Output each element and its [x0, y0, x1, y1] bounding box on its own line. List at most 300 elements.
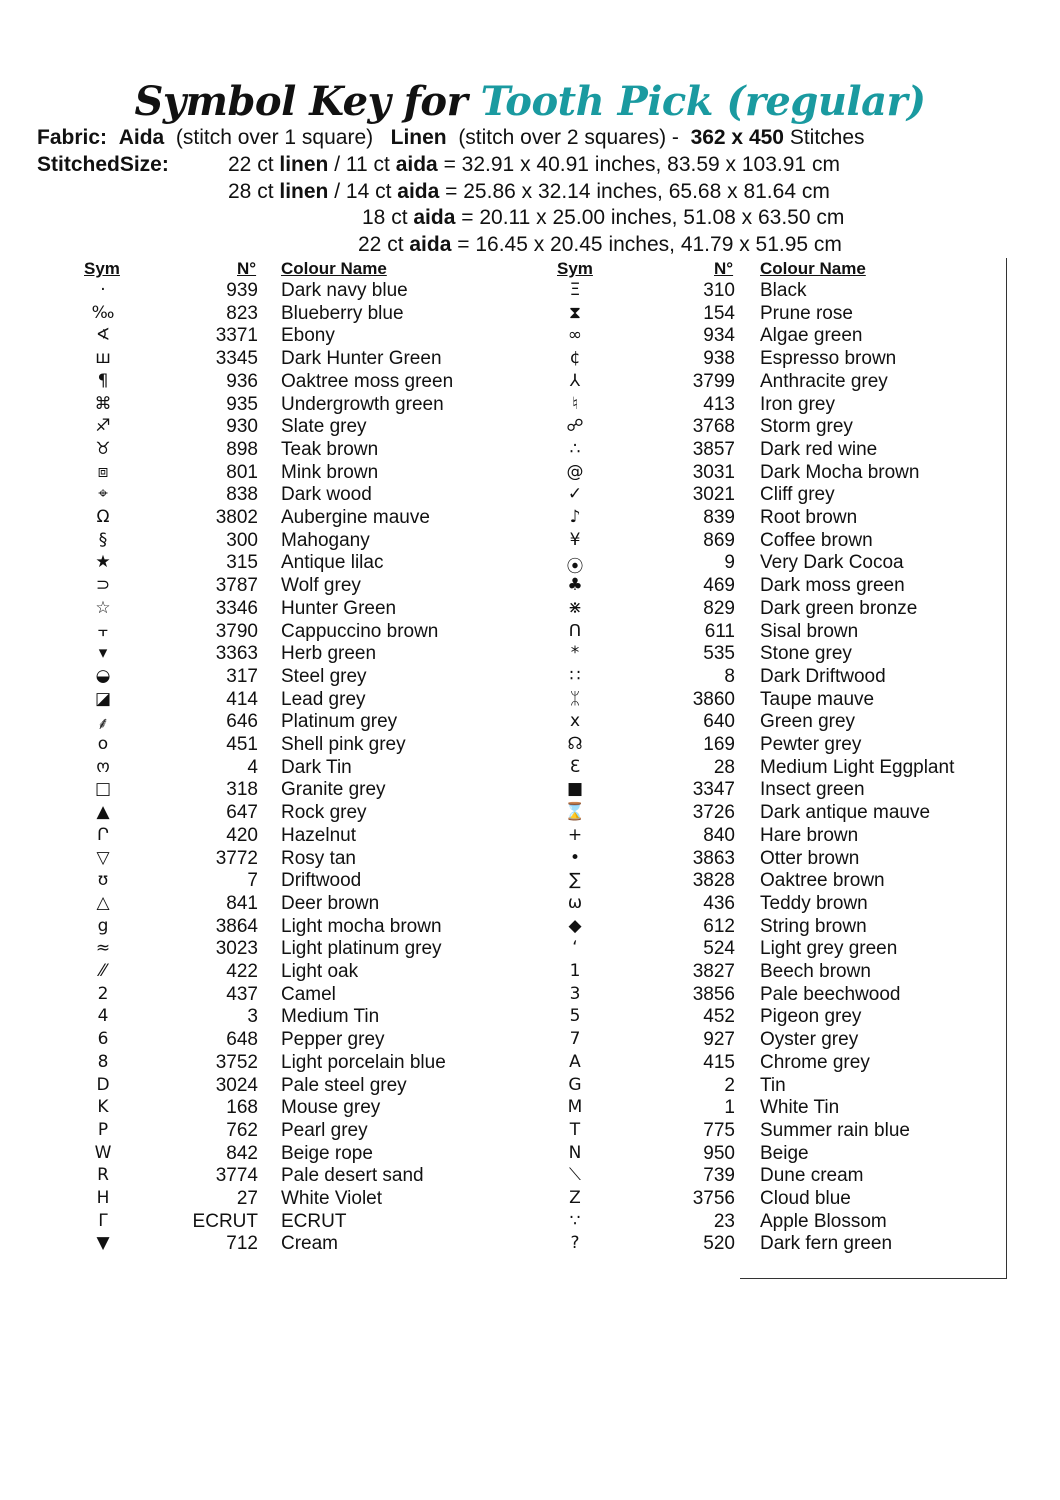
symbol-glyph: 2 [97, 983, 109, 1004]
floss-number: 801 [226, 461, 258, 483]
symbol-glyph: G [568, 1074, 582, 1095]
colour-name: Rock grey [281, 802, 367, 824]
count-ct: 22 ct [228, 153, 280, 176]
symbol-glyph: ◆ [568, 915, 582, 936]
floss-number: 452 [703, 1006, 735, 1028]
colour-name: Oaktree moss green [281, 370, 454, 392]
fabric-label: Fabric: [37, 126, 108, 149]
stitch-count-label: Stitches [789, 126, 865, 149]
floss-number: 3023 [215, 938, 258, 960]
symbol-glyph: ⁄⁄ [100, 961, 106, 981]
floss-number: 3024 [215, 1074, 258, 1096]
colour-name: Dark Driftwood [760, 665, 886, 687]
floss-number: 318 [226, 779, 258, 801]
colour-name: Dark Mocha brown [760, 461, 920, 483]
colour-name: Sisal brown [760, 620, 859, 642]
floss-number: 840 [703, 824, 735, 846]
floss-number: 3774 [215, 1165, 258, 1187]
floss-number: 8 [724, 665, 735, 687]
colour-name: Dark fern green [760, 1233, 893, 1255]
floss-number: 3363 [215, 643, 258, 665]
colour-name: Insect green [760, 779, 865, 801]
symbol-glyph: 3 [569, 983, 581, 1004]
colour-name: Pearl grey [281, 1119, 368, 1141]
symbol-glyph: ⦿ [566, 557, 584, 578]
colour-name: White Violet [281, 1188, 383, 1209]
floss-number: 839 [703, 507, 735, 528]
floss-number: 612 [703, 915, 735, 937]
colour-name: Pewter grey [760, 734, 862, 755]
symbol-glyph: 4 [97, 1006, 109, 1027]
symbol-glyph: ш [95, 348, 111, 369]
floss-number: 3802 [215, 507, 258, 528]
symbol-glyph: ⧗ [569, 302, 581, 323]
symbol-glyph: D [96, 1074, 110, 1095]
separator: / [328, 153, 346, 176]
left-sym-header: Sym [84, 259, 120, 278]
floss-number: 28 [713, 756, 735, 778]
fabric-linen-note: (stitch over 2 squares) - [458, 126, 679, 149]
colour-name: Anthracite grey [760, 370, 888, 392]
colour-name: Antique lilac [281, 552, 384, 574]
stitched-size-line [358, 233, 842, 257]
left-num-header: N° [237, 259, 257, 278]
floss-number: 938 [703, 348, 735, 370]
floss-number: 168 [226, 1097, 258, 1119]
floss-number: 775 [703, 1119, 735, 1141]
colour-name: Cloud blue [760, 1188, 851, 1209]
symbol-glyph: ∷ [569, 665, 581, 686]
symbol-glyph: ◒ [95, 665, 111, 686]
floss-number: 300 [226, 529, 258, 551]
floss-number: 927 [703, 1029, 735, 1051]
colour-name: Beech brown [760, 961, 871, 982]
floss-number: 3856 [692, 983, 735, 1005]
symbol-glyph: ʊ [97, 870, 109, 891]
floss-number: 869 [703, 529, 735, 551]
floss-number: 3827 [692, 961, 735, 982]
symbol-glyph: Z [569, 1188, 581, 1208]
colour-name: Pale beechwood [760, 983, 901, 1005]
colour-name: Light grey green [760, 938, 898, 960]
floss-number: 23 [713, 1210, 735, 1232]
colour-name: Medium Tin [281, 1006, 380, 1028]
colour-name: Platinum grey [281, 711, 398, 733]
symbol-glyph: ⫟ [97, 620, 109, 641]
floss-number: 898 [226, 438, 258, 460]
fabric-word: linen [279, 180, 329, 203]
floss-number: 415 [703, 1051, 735, 1073]
floss-number: 3371 [215, 325, 258, 347]
symbol-glyph: ☆ [95, 597, 111, 618]
floss-number: 3 [247, 1006, 258, 1028]
right-name-header: Colour Name [760, 259, 866, 278]
floss-number: 422 [226, 961, 258, 982]
floss-number: 3021 [692, 484, 735, 506]
floss-number: 3864 [215, 915, 258, 937]
count-ct: 18 ct [362, 206, 414, 229]
colour-name: Dark antique mauve [760, 802, 931, 824]
symbol-glyph: ᛯ [569, 688, 581, 709]
colour-name: Slate grey [281, 416, 367, 438]
symbol-glyph: ♣ [567, 575, 583, 596]
fabric-word: aida [413, 206, 456, 229]
symbol-glyph: R [97, 1165, 109, 1186]
colour-name: Mouse grey [281, 1097, 381, 1119]
dimensions: = 25.86 x 32.14 inches, 65.68 x 81.64 cm [439, 180, 830, 203]
stitch-count: 362 x 450 [690, 126, 784, 149]
colour-name: Teak brown [281, 438, 379, 460]
stitched-size-line [228, 153, 840, 177]
colour-name: Dark wood [281, 484, 372, 506]
symbol-glyph: W [94, 1142, 112, 1163]
separator: / [328, 180, 346, 203]
symbol-glyph: ▽ [96, 847, 110, 868]
count-ct: 28 ct [228, 180, 280, 203]
symbol-glyph: ⊃ [95, 575, 111, 596]
colour-name: Cappuccino brown [281, 620, 439, 642]
symbol-glyph: ʻ [572, 938, 578, 959]
symbol-glyph: ≈ [95, 938, 111, 959]
colour-name: Herb green [281, 643, 377, 665]
floss-number: 451 [226, 734, 258, 755]
floss-number: ECRUT [192, 1210, 258, 1232]
floss-number: 838 [226, 484, 258, 506]
floss-number: 4 [247, 756, 258, 778]
symbol-glyph: ∵ [569, 1210, 581, 1231]
colour-name: Storm grey [760, 416, 853, 438]
floss-number: 520 [703, 1233, 735, 1255]
colour-name: Very Dark Cocoa [760, 552, 904, 574]
symbol-glyph: • [569, 847, 581, 868]
colour-name: Taupe mauve [760, 688, 875, 710]
symbol-glyph: ∴ [569, 438, 581, 459]
symbol-glyph: A [569, 1051, 581, 1072]
pattern-name: Tooth Pick (regular) [480, 78, 926, 125]
floss-number: 611 [704, 620, 735, 642]
symbol-glyph: Ω [96, 507, 110, 527]
colour-name: Dark red wine [760, 438, 878, 460]
floss-number: 647 [226, 802, 258, 824]
symbol-glyph: Γ [98, 1210, 108, 1231]
colour-name: White Tin [760, 1097, 840, 1119]
colour-name: Shell pink grey [281, 734, 406, 755]
floss-number: 420 [226, 824, 258, 846]
floss-number: 842 [226, 1142, 258, 1164]
floss-number: 3346 [215, 597, 258, 619]
symbol-glyph: ω [567, 892, 583, 913]
floss-number: 9 [724, 552, 735, 574]
floss-number: 950 [703, 1142, 735, 1164]
floss-number: 739 [703, 1165, 735, 1187]
colour-name: Light platinum grey [281, 938, 442, 960]
colour-name: Apple Blossom [760, 1210, 887, 1232]
symbol-glyph: △ [96, 892, 110, 913]
floss-number: 646 [226, 711, 258, 733]
colour-name: Dark moss green [760, 575, 905, 597]
symbol-glyph: ♪ [569, 507, 581, 527]
floss-number: 310 [703, 280, 735, 301]
floss-number: 7 [247, 870, 258, 892]
symbol-glyph: ◪ [94, 688, 112, 709]
symbol-glyph: ▾ [98, 643, 108, 664]
colour-name: Cliff grey [760, 484, 835, 506]
symbol-glyph: ∞ [567, 325, 583, 346]
colour-name: Deer brown [281, 892, 380, 914]
symbol-glyph: ∑ [569, 870, 581, 891]
colour-name: Camel [281, 983, 336, 1005]
symbol-glyph: ⸙ [96, 714, 110, 735]
floss-number: 829 [703, 597, 735, 619]
colour-name: Lead grey [281, 688, 366, 710]
symbol-glyph: □ [94, 779, 112, 800]
colour-name: Granite grey [281, 779, 386, 801]
colour-name: Algae green [760, 325, 863, 347]
floss-number: 3790 [215, 620, 258, 642]
floss-number: 1 [724, 1097, 735, 1119]
colour-name: Oaktree brown [760, 870, 885, 892]
colour-name: Oyster grey [760, 1029, 859, 1051]
symbol-glyph: ▲ [96, 802, 110, 823]
floss-number: 648 [226, 1029, 258, 1051]
symbol-glyph: ᑎ [568, 620, 582, 641]
stitched-size-line [362, 206, 844, 230]
fabric-word: aida [395, 153, 438, 176]
colour-name: Root brown [760, 507, 858, 528]
fabric-word: aida [409, 233, 452, 256]
stitched-size-label: StitchedSize: [37, 153, 169, 176]
floss-number: 3726 [692, 802, 735, 824]
symbol-glyph: 7 [569, 1029, 581, 1050]
colour-name: Iron grey [760, 393, 835, 415]
symbol-glyph: ■ [566, 779, 584, 800]
floss-number: 3857 [692, 438, 735, 460]
floss-number: 3787 [215, 575, 258, 597]
colour-name: Driftwood [281, 870, 362, 892]
symbol-glyph: ⌖ [98, 484, 108, 505]
colour-name: Rosy tan [281, 847, 356, 869]
symbol-glyph: ★ [95, 552, 111, 573]
symbol-glyph: N [568, 1142, 582, 1163]
floss-number: 930 [226, 416, 258, 438]
floss-number: 3031 [692, 461, 735, 483]
colour-name: Light oak [281, 961, 359, 982]
floss-number: 535 [703, 643, 735, 665]
floss-number: 939 [226, 280, 258, 301]
colour-name: Light porcelain blue [281, 1051, 446, 1073]
symbol-glyph: Ɛ [569, 756, 581, 777]
floss-number: 640 [703, 711, 735, 733]
symbol-glyph: ⧈ [97, 461, 109, 482]
colour-name: Pale steel grey [281, 1074, 407, 1096]
colour-name: Tin [760, 1074, 786, 1096]
floss-number: 3863 [692, 847, 735, 869]
symbol-glyph: x [569, 711, 581, 732]
colour-name: ECRUT [281, 1210, 347, 1232]
colour-name: Coffee brown [760, 529, 873, 551]
colour-name: Dark Hunter Green [281, 348, 442, 370]
colour-name: Beige rope [281, 1142, 373, 1164]
colour-name: Pale desert sand [281, 1165, 424, 1187]
dimensions: = 16.45 x 20.45 inches, 41.79 x 51.95 cm [451, 233, 842, 256]
colour-name: Steel grey [281, 665, 367, 687]
floss-number: 3768 [692, 416, 735, 438]
symbol-glyph: ? [570, 1233, 580, 1254]
symbol-glyph: 8 [97, 1051, 109, 1072]
floss-number: 3799 [692, 370, 735, 392]
colour-name: Black [760, 280, 807, 301]
colour-name: Cream [281, 1233, 339, 1255]
colour-name: Medium Light Eggplant [760, 756, 955, 778]
symbol-glyph: o [97, 734, 109, 754]
floss-number: 315 [226, 552, 258, 574]
floss-number: 27 [236, 1188, 258, 1209]
symbol-glyph: Ր [97, 824, 109, 845]
floss-number: 823 [226, 302, 258, 324]
symbol-glyph: § [98, 529, 108, 550]
colour-name: String brown [760, 915, 867, 937]
symbol-glyph: ¢ [569, 348, 581, 369]
right-border-line [1006, 258, 1007, 1278]
symbol-glyph: 6 [97, 1029, 109, 1050]
symbol-glyph: P [97, 1119, 109, 1140]
floss-number: 317 [226, 665, 258, 687]
count-ct: 22 ct [358, 233, 410, 256]
fabric-aida: Aida [118, 126, 165, 149]
stitched-size-line [228, 180, 830, 204]
dimensions: = 20.11 x 25.00 inches, 51.08 x 63.50 cm [455, 206, 845, 229]
right-num-header: N° [714, 259, 734, 278]
symbol-glyph: ‰ [91, 302, 115, 323]
colour-name: Undergrowth green [281, 393, 444, 415]
symbol-glyph: + [567, 824, 583, 845]
symbol-glyph: Ξ [569, 280, 581, 300]
colour-name: Light mocha brown [281, 915, 442, 937]
colour-name: Pigeon grey [760, 1006, 862, 1028]
colour-name: Hazelnut [281, 824, 356, 846]
symbol-glyph: * [570, 643, 580, 664]
symbol-glyph: ⋇ [567, 597, 583, 618]
symbol-glyph: ⟍ [569, 1165, 581, 1186]
floss-number: 3752 [215, 1051, 258, 1073]
floss-number: 414 [226, 688, 258, 710]
fabric-line [37, 126, 865, 150]
floss-number: 524 [703, 938, 735, 960]
floss-number: 437 [226, 983, 258, 1005]
fabric-linen: Linen [390, 126, 447, 149]
symbol-glyph: M [567, 1097, 583, 1118]
colour-name: Beige [760, 1142, 809, 1164]
fabric-word: linen [279, 153, 329, 176]
fabric-word: aida [397, 180, 440, 203]
colour-name: Green grey [760, 711, 856, 733]
floss-number: 936 [226, 370, 258, 392]
colour-name: Ebony [281, 325, 335, 347]
floss-number: 3756 [692, 1188, 735, 1209]
floss-number: 3828 [692, 870, 735, 892]
bottom-border-line [740, 1278, 1007, 1279]
floss-number: 762 [226, 1119, 258, 1141]
symbol-glyph: ♐ [95, 416, 111, 437]
colour-name: Espresso brown [760, 348, 897, 370]
colour-name: Dark green bronze [760, 597, 918, 619]
floss-number: 934 [703, 325, 735, 347]
symbol-glyph: ∢ [95, 325, 111, 346]
floss-number: 712 [226, 1233, 258, 1255]
colour-name: Hare brown [760, 824, 859, 846]
colour-name: Dark navy blue [281, 280, 408, 301]
colour-name: Blueberry blue [281, 302, 404, 324]
colour-name: Wolf grey [281, 575, 361, 597]
symbol-glyph: K [97, 1097, 109, 1118]
colour-name: Aubergine mauve [281, 507, 430, 528]
symbol-glyph: ♉ [95, 438, 111, 459]
floss-number: 413 [703, 393, 735, 415]
floss-number: 841 [226, 892, 258, 914]
colour-name: Pepper grey [281, 1029, 385, 1051]
floss-number: 2 [724, 1074, 735, 1096]
symbol-glyph: 1 [569, 961, 581, 981]
colour-name: Stone grey [760, 643, 852, 665]
floss-number: 154 [703, 302, 735, 324]
floss-number: 3347 [692, 779, 735, 801]
symbol-glyph: @ [566, 461, 584, 482]
count-ct: 11 ct [345, 153, 396, 176]
symbol-glyph: T [569, 1119, 581, 1140]
symbol-glyph: ⌘ [94, 393, 112, 414]
symbol-glyph: ¥ [569, 529, 581, 550]
dimensions: = 32.91 x 40.91 inches, 83.59 x 103.91 cm [437, 153, 840, 176]
floss-number: 3860 [692, 688, 735, 710]
floss-number: 3772 [215, 847, 258, 869]
symbol-glyph: H [96, 1188, 110, 1208]
right-sym-header: Sym [557, 259, 593, 278]
colour-name: Dune cream [760, 1165, 864, 1187]
colour-name: Teddy brown [760, 892, 868, 914]
left-name-header: Colour Name [281, 259, 387, 278]
floss-number: 436 [703, 892, 735, 914]
symbol-glyph: ო [96, 756, 110, 777]
symbol-glyph: ♮ [571, 393, 579, 414]
colour-name: Otter brown [760, 847, 860, 869]
colour-name: Dark Tin [281, 756, 352, 778]
floss-number: 3345 [215, 348, 258, 370]
title-prefix: Symbol Key for [134, 78, 468, 125]
floss-number: 935 [226, 393, 258, 415]
colour-name: Summer rain blue [760, 1119, 910, 1141]
colour-name: Prune rose [760, 302, 853, 324]
symbol-glyph: ⌛ [564, 802, 586, 823]
symbol-glyph: ☊ [567, 734, 583, 754]
floss-number: 169 [703, 734, 735, 755]
symbol-glyph: g [97, 915, 109, 936]
symbol-glyph: 5 [569, 1006, 581, 1027]
page-title [0, 78, 1060, 125]
symbol-glyph: ✓ [567, 484, 583, 505]
symbol-glyph: ⅄ [569, 370, 581, 391]
symbol-glyph: ¶ [97, 370, 109, 391]
count-ct: 14 ct [345, 180, 398, 203]
fabric-aida-note: (stitch over 1 square) [175, 126, 374, 149]
floss-number: 469 [703, 575, 735, 597]
symbol-glyph: ▼ [96, 1233, 110, 1254]
colour-name: Hunter Green [281, 597, 397, 619]
symbol-glyph: ☍ [566, 416, 584, 437]
colour-name: Mink brown [281, 461, 379, 483]
colour-name: Mahogany [281, 529, 370, 551]
colour-name: Chrome grey [760, 1051, 870, 1073]
symbol-glyph: · [100, 280, 106, 300]
